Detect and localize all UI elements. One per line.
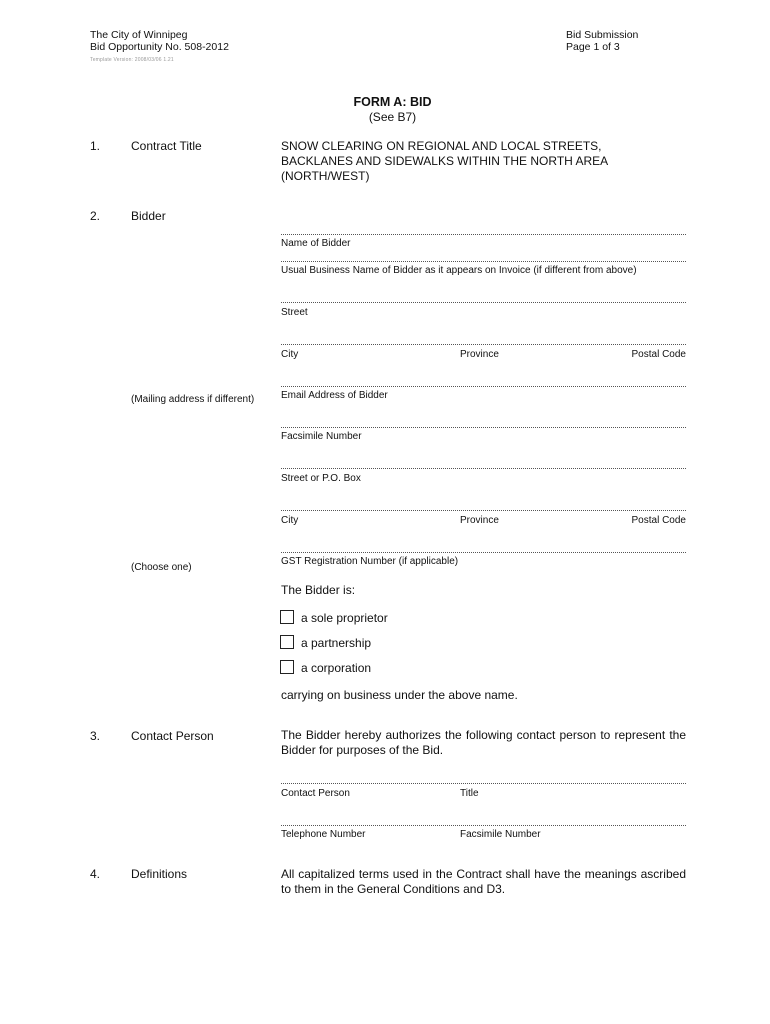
mailing-province-label: Province <box>460 515 499 526</box>
header-org: The City of Winnipeg <box>90 29 188 41</box>
gst-label: GST Registration Number (if applicable) <box>281 556 459 567</box>
choose-one-note: (Choose one) <box>131 562 192 573</box>
form-title: FORM A: BID <box>353 95 432 109</box>
email-label: Email Address of Bidder <box>281 390 388 401</box>
section-4-number: 4. <box>90 867 101 881</box>
mailing-address-note: (Mailing address if different) <box>131 394 255 405</box>
facsimile-field[interactable] <box>281 427 686 428</box>
usual-business-name-field[interactable] <box>281 261 686 262</box>
section-4-label: Definitions <box>131 867 188 881</box>
contact-person-label: Contact Person <box>281 788 350 799</box>
section-2-label: Bidder <box>131 209 166 223</box>
city-label: City <box>281 349 299 360</box>
postal-code-label: Postal Code <box>631 349 686 360</box>
contact-facsimile-label: Facsimile Number <box>460 829 541 840</box>
template-version: Template Version: 2008/03/06 1.21 <box>90 57 174 63</box>
carrying-on-business-text: carrying on business under the above name. <box>281 688 518 702</box>
partnership-label: a partnership <box>301 636 372 650</box>
mailing-city-province-postal-field[interactable] <box>281 510 686 511</box>
section-3-number: 3. <box>90 729 101 743</box>
gst-field[interactable] <box>281 552 686 553</box>
definitions-text: All capitalized terms used in the Contract shall have the meanings ascribed to them in the General Conditions and D3. <box>281 867 686 896</box>
header-bid-opportunity: Bid Opportunity No. 508-2012 <box>90 41 229 53</box>
name-of-bidder-field[interactable] <box>281 234 686 235</box>
sole-proprietor-label: a sole proprietor <box>301 611 388 625</box>
section-1-number: 1. <box>90 139 101 153</box>
corporation-checkbox[interactable] <box>280 660 294 674</box>
province-label: Province <box>460 349 499 360</box>
form-subtitle: (See B7) <box>368 110 417 124</box>
email-field[interactable] <box>281 386 686 387</box>
header-page: Page 1 of 3 <box>566 41 620 53</box>
city-province-postal-field[interactable] <box>281 344 686 345</box>
telephone-facsimile-field[interactable] <box>281 825 686 826</box>
usual-business-name-label: Usual Business Name of Bidder as it appears on Invoice (if different from above) <box>281 265 637 276</box>
section-1-label: Contract Title <box>131 139 202 153</box>
street-po-box-label: Street or P.O. Box <box>281 473 361 484</box>
bidder-is-label: The Bidder is: <box>281 583 356 597</box>
name-of-bidder-label: Name of Bidder <box>281 238 351 249</box>
section-3-label: Contact Person <box>131 729 214 743</box>
title-label: Title <box>460 788 479 799</box>
contact-person-title-field[interactable] <box>281 783 686 784</box>
partnership-checkbox[interactable] <box>280 635 294 649</box>
corporation-label: a corporation <box>301 661 372 675</box>
contract-title-line-1: SNOW CLEARING ON REGIONAL AND LOCAL STREETS, <box>281 139 602 153</box>
sole-proprietor-checkbox[interactable] <box>280 610 294 624</box>
section-2-number: 2. <box>90 209 101 223</box>
street-label: Street <box>281 307 308 318</box>
street-field[interactable] <box>281 302 686 303</box>
facsimile-label: Facsimile Number <box>281 431 362 442</box>
contract-title-line-3: (NORTH/WEST) <box>281 169 370 183</box>
mailing-city-label: City <box>281 515 299 526</box>
contact-person-text: The Bidder hereby authorizes the following contact person to represent the Bidder for purposes of the Bid. <box>281 728 686 757</box>
contract-title-line-2: BACKLANES AND SIDEWALKS WITHIN THE NORTH AREA <box>281 154 609 168</box>
header-doc-type: Bid Submission <box>566 29 639 41</box>
street-po-box-field[interactable] <box>281 468 686 469</box>
telephone-number-label: Telephone Number <box>281 829 366 840</box>
mailing-postal-code-label: Postal Code <box>631 515 686 526</box>
